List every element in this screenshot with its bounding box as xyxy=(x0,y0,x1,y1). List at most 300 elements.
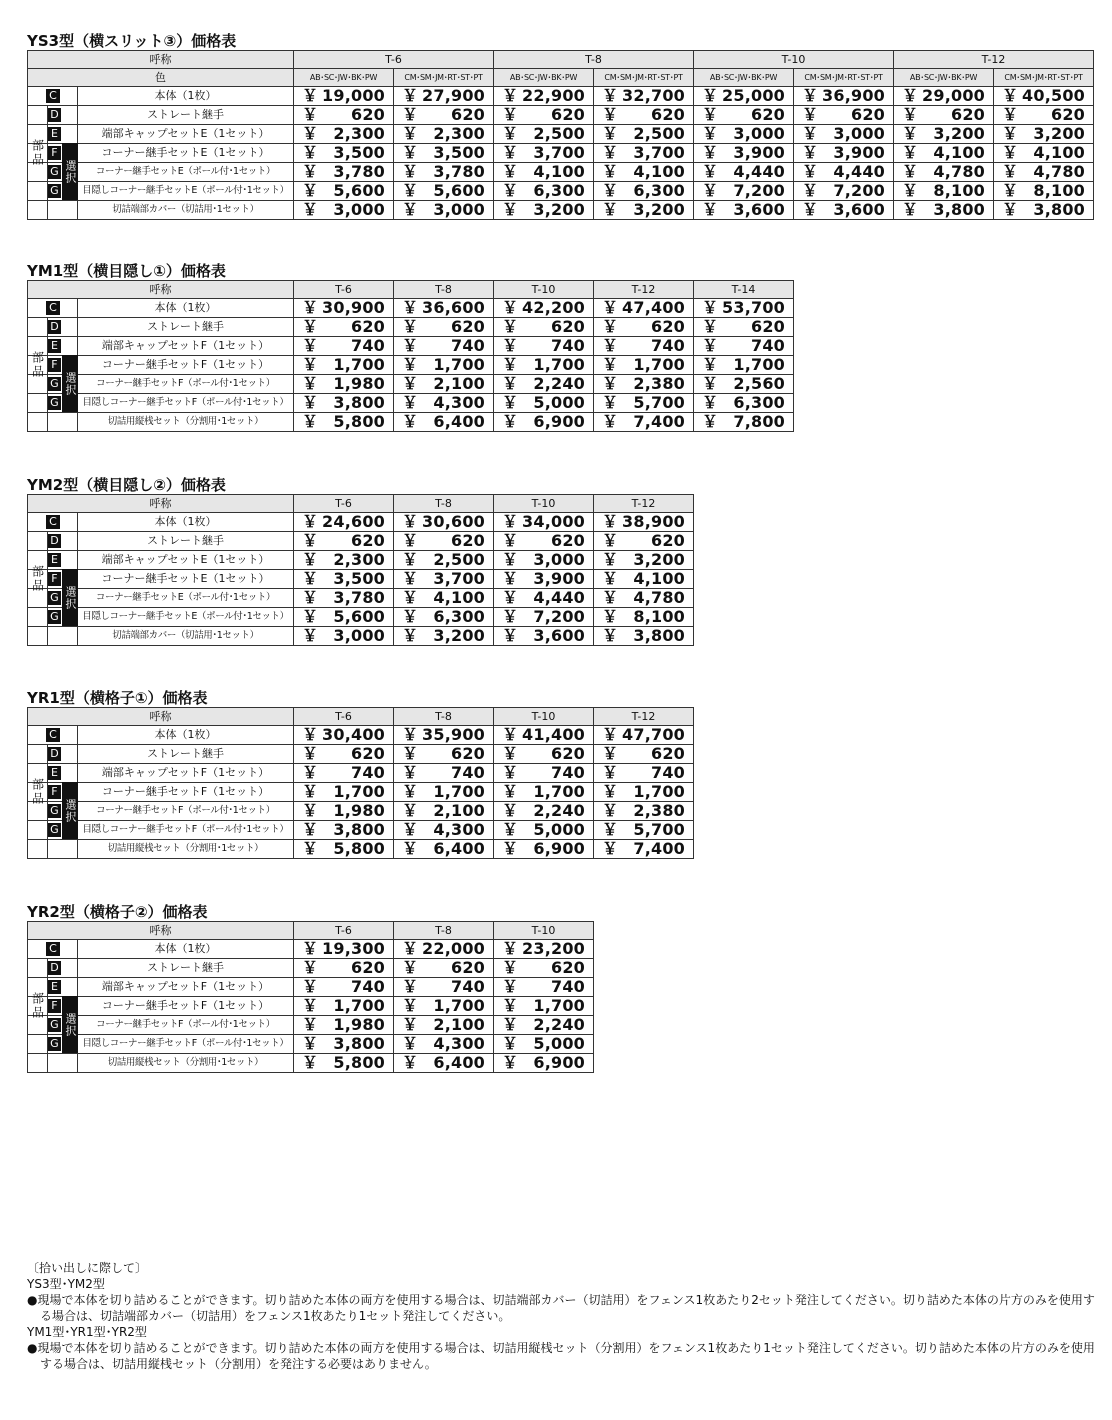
table-row xyxy=(28,783,694,802)
currency-symbol: ￥ xyxy=(1002,181,1019,200)
currency-symbol: ￥ xyxy=(402,393,419,412)
price-value: 620 xyxy=(351,958,385,977)
price-value: 1,700 xyxy=(433,782,485,801)
currency-symbol: ￥ xyxy=(502,298,519,317)
currency-symbol: ￥ xyxy=(302,317,319,336)
table-title: YS3型（横スリット③）価格表 xyxy=(27,32,237,50)
price-value: 3,800 xyxy=(333,820,385,839)
size-header-row xyxy=(28,281,794,299)
size-header: T-8 xyxy=(394,281,494,299)
price-cell xyxy=(394,608,494,627)
price-value: 6,300 xyxy=(433,607,485,626)
price-value: 4,100 xyxy=(433,588,485,607)
size-header-row xyxy=(28,51,1094,69)
part-name: 切詰端部カバー（切詰用･1セット） xyxy=(78,201,294,220)
price-cell xyxy=(394,783,494,802)
currency-symbol: ￥ xyxy=(502,336,519,355)
currency-symbol: ￥ xyxy=(502,86,519,105)
currency-symbol: ￥ xyxy=(402,550,419,569)
code-cell xyxy=(28,940,78,959)
price-value: 620 xyxy=(551,105,585,124)
price-cell xyxy=(594,394,694,413)
header-label: 呼称 xyxy=(28,922,294,940)
price-value: 36,600 xyxy=(422,298,485,317)
code-box: C xyxy=(46,89,60,103)
price-cell xyxy=(494,978,594,997)
price-value: 30,900 xyxy=(322,298,385,317)
price-value: 1,700 xyxy=(633,355,685,374)
currency-symbol: ￥ xyxy=(1002,105,1019,124)
part-name: コーナー継手セットE（1セット） xyxy=(78,144,294,163)
price-value: 2,240 xyxy=(533,1015,585,1034)
code-cell xyxy=(28,513,78,532)
part-name: 本体（1枚） xyxy=(78,299,294,318)
currency-symbol: ￥ xyxy=(502,588,519,607)
table-row xyxy=(28,726,694,745)
price-cell xyxy=(494,87,594,106)
price-value: 620 xyxy=(751,105,785,124)
price-value: 2,240 xyxy=(533,801,585,820)
price-value: 620 xyxy=(651,317,685,336)
price-value: 620 xyxy=(651,744,685,763)
table-row xyxy=(28,87,1094,106)
price-value: 6,300 xyxy=(733,393,785,412)
price-cell xyxy=(694,87,794,106)
currency-symbol: ￥ xyxy=(402,105,419,124)
price-value: 3,600 xyxy=(533,626,585,645)
price-cell xyxy=(794,163,894,182)
select-label-text: 選択 xyxy=(64,585,77,610)
currency-symbol: ￥ xyxy=(802,181,819,200)
side-label-text: 部品 xyxy=(30,564,45,593)
table-title: YM1型（横目隠し①）価格表 xyxy=(27,262,226,280)
price-cell xyxy=(494,144,594,163)
currency-symbol: ￥ xyxy=(302,939,319,958)
part-name: コーナー継手セットF（ポール付･1セット） xyxy=(78,802,294,821)
currency-symbol: ￥ xyxy=(702,412,719,431)
currency-symbol: ￥ xyxy=(902,200,919,219)
price-value: 53,700 xyxy=(722,298,785,317)
currency-symbol: ￥ xyxy=(602,86,619,105)
price-cell xyxy=(294,840,394,859)
price-cell xyxy=(394,940,494,959)
currency-symbol: ￥ xyxy=(502,374,519,393)
price-cell xyxy=(494,356,594,375)
price-value: 5,600 xyxy=(333,181,385,200)
currency-symbol: ￥ xyxy=(302,782,319,801)
currency-symbol: ￥ xyxy=(702,374,719,393)
select-label xyxy=(62,569,78,626)
price-value: 6,900 xyxy=(533,412,585,431)
size-header: T-14 xyxy=(694,281,794,299)
currency-symbol: ￥ xyxy=(402,86,419,105)
currency-symbol: ￥ xyxy=(302,763,319,782)
price-cell xyxy=(294,337,394,356)
currency-symbol: ￥ xyxy=(402,143,419,162)
side-label xyxy=(28,744,48,839)
color-header: AB･SC･JW･BK･PW xyxy=(894,69,994,87)
part-name: 切詰用縦桟セット（分割用･1セット） xyxy=(78,413,294,432)
price-cell xyxy=(494,726,594,745)
currency-symbol: ￥ xyxy=(502,124,519,143)
currency-symbol: ￥ xyxy=(602,763,619,782)
code-box: G xyxy=(47,377,61,391)
table-row xyxy=(28,356,794,375)
price-value: 7,800 xyxy=(733,412,785,431)
currency-symbol: ￥ xyxy=(1002,124,1019,143)
price-cell xyxy=(694,106,794,125)
price-cell xyxy=(894,125,994,144)
currency-symbol: ￥ xyxy=(802,124,819,143)
side-label xyxy=(28,958,48,1053)
currency-symbol: ￥ xyxy=(402,782,419,801)
price-cell xyxy=(894,144,994,163)
price-value: 1,700 xyxy=(433,996,485,1015)
price-value: 22,000 xyxy=(422,939,485,958)
code-cell xyxy=(28,299,78,318)
table-row xyxy=(28,125,1094,144)
price-value: 2,500 xyxy=(533,124,585,143)
price-value: 7,200 xyxy=(833,181,885,200)
currency-symbol: ￥ xyxy=(902,105,919,124)
currency-symbol: ￥ xyxy=(402,820,419,839)
price-cell xyxy=(494,551,594,570)
price-cell xyxy=(694,163,794,182)
price-cell xyxy=(494,394,594,413)
notes-group1-text: ●現場で本体を切り詰めることができます。切り詰めた本体の両方を使用する場合は、切詰端部カバー（切詰用）をフェンス1枚あたり2セット発注してください。切り詰めた本体の片方のみを使用する場合は、切詰端部カバー（切詰用）をフェンス1枚あたり1セット発注してください。 xyxy=(27,1293,1095,1323)
price-value: 3,780 xyxy=(333,162,385,181)
currency-symbol: ￥ xyxy=(902,162,919,181)
price-cell xyxy=(394,1016,494,1035)
price-cell xyxy=(494,745,594,764)
price-value: 2,380 xyxy=(633,374,685,393)
price-value: 3,200 xyxy=(433,626,485,645)
price-value: 620 xyxy=(451,958,485,977)
price-value: 620 xyxy=(551,958,585,977)
currency-symbol: ￥ xyxy=(402,725,419,744)
price-value: 7,400 xyxy=(633,839,685,858)
price-value: 25,000 xyxy=(722,86,785,105)
price-cell xyxy=(694,413,794,432)
price-cell xyxy=(294,163,394,182)
table-row xyxy=(28,764,694,783)
price-cell xyxy=(794,182,894,201)
price-value: 3,700 xyxy=(433,569,485,588)
price-value: 620 xyxy=(451,105,485,124)
table-row xyxy=(28,532,694,551)
size-header: T-6 xyxy=(294,51,494,69)
price-cell xyxy=(294,1016,394,1035)
currency-symbol: ￥ xyxy=(502,958,519,977)
price-cell xyxy=(294,959,394,978)
currency-symbol: ￥ xyxy=(502,162,519,181)
price-cell xyxy=(694,356,794,375)
price-table xyxy=(27,280,794,432)
select-label xyxy=(62,143,78,200)
price-value: 4,100 xyxy=(1033,143,1085,162)
currency-symbol: ￥ xyxy=(402,124,419,143)
part-name: 端部キャップセットF（1セット） xyxy=(78,764,294,783)
price-cell xyxy=(294,375,394,394)
currency-symbol: ￥ xyxy=(402,839,419,858)
price-value: 740 xyxy=(551,336,585,355)
currency-symbol: ￥ xyxy=(602,626,619,645)
price-cell xyxy=(594,163,694,182)
currency-symbol: ￥ xyxy=(402,512,419,531)
currency-symbol: ￥ xyxy=(702,298,719,317)
price-cell xyxy=(594,356,694,375)
currency-symbol: ￥ xyxy=(402,531,419,550)
currency-symbol: ￥ xyxy=(602,355,619,374)
currency-symbol: ￥ xyxy=(902,124,919,143)
select-label-text: 選択 xyxy=(64,159,77,184)
currency-symbol: ￥ xyxy=(302,531,319,550)
currency-symbol: ￥ xyxy=(602,801,619,820)
price-value: 6,400 xyxy=(433,839,485,858)
currency-symbol: ￥ xyxy=(702,143,719,162)
currency-symbol: ￥ xyxy=(602,181,619,200)
code-cell xyxy=(28,201,78,220)
price-cell xyxy=(294,589,394,608)
price-value: 3,900 xyxy=(733,143,785,162)
price-value: 6,900 xyxy=(533,1053,585,1072)
price-cell xyxy=(594,413,694,432)
code-box: G xyxy=(47,610,61,624)
currency-symbol: ￥ xyxy=(502,607,519,626)
price-cell xyxy=(294,726,394,745)
price-cell xyxy=(294,764,394,783)
header-label: 呼称 xyxy=(28,51,294,69)
currency-symbol: ￥ xyxy=(502,412,519,431)
currency-symbol: ￥ xyxy=(302,393,319,412)
size-header: T-8 xyxy=(394,922,494,940)
currency-symbol: ￥ xyxy=(502,939,519,958)
part-name: 本体（1枚） xyxy=(78,87,294,106)
price-cell xyxy=(294,821,394,840)
part-name: 目隠しコーナー継手セットE（ポール付･1セット） xyxy=(78,182,294,201)
currency-symbol: ￥ xyxy=(602,124,619,143)
currency-symbol: ￥ xyxy=(402,200,419,219)
price-value: 740 xyxy=(351,336,385,355)
currency-symbol: ￥ xyxy=(402,958,419,977)
price-cell xyxy=(494,1016,594,1035)
select-label xyxy=(62,996,78,1053)
price-cell xyxy=(794,125,894,144)
price-cell xyxy=(294,802,394,821)
price-cell xyxy=(594,125,694,144)
select-label xyxy=(62,782,78,839)
currency-symbol: ￥ xyxy=(502,1053,519,1072)
side-label-text: 部品 xyxy=(30,991,45,1020)
price-value: 740 xyxy=(551,977,585,996)
price-value: 3,700 xyxy=(633,143,685,162)
currency-symbol: ￥ xyxy=(902,143,919,162)
table-row xyxy=(28,959,594,978)
currency-symbol: ￥ xyxy=(1002,200,1019,219)
currency-symbol: ￥ xyxy=(702,181,719,200)
notes-section xyxy=(27,1260,1102,1372)
currency-symbol: ￥ xyxy=(502,801,519,820)
table-row xyxy=(28,337,794,356)
currency-symbol: ￥ xyxy=(602,512,619,531)
price-value: 4,100 xyxy=(633,569,685,588)
price-value: 5,700 xyxy=(633,393,685,412)
price-value: 1,700 xyxy=(733,355,785,374)
currency-symbol: ￥ xyxy=(802,200,819,219)
currency-symbol: ￥ xyxy=(402,298,419,317)
currency-symbol: ￥ xyxy=(1002,143,1019,162)
price-cell xyxy=(494,318,594,337)
price-value: 3,700 xyxy=(533,143,585,162)
color-header: CM･SM･JM･RT･ST･PT xyxy=(994,69,1094,87)
price-cell xyxy=(494,337,594,356)
price-value: 3,000 xyxy=(333,200,385,219)
currency-symbol: ￥ xyxy=(602,298,619,317)
price-value: 42,200 xyxy=(522,298,585,317)
price-cell xyxy=(294,413,394,432)
price-cell xyxy=(994,182,1094,201)
currency-symbol: ￥ xyxy=(402,1015,419,1034)
price-value: 1,980 xyxy=(333,801,385,820)
price-value: 3,000 xyxy=(333,626,385,645)
size-header-row xyxy=(28,708,694,726)
price-value: 40,500 xyxy=(1022,86,1085,105)
price-value: 8,100 xyxy=(933,181,985,200)
part-name: 端部キャップセットF（1セット） xyxy=(78,337,294,356)
currency-symbol: ￥ xyxy=(502,820,519,839)
price-cell xyxy=(494,532,594,551)
price-cell xyxy=(494,627,594,646)
price-cell xyxy=(494,783,594,802)
price-value: 620 xyxy=(551,317,585,336)
code-box: F xyxy=(47,785,61,799)
price-cell xyxy=(594,608,694,627)
side-label-text: 部品 xyxy=(30,777,45,806)
size-header: T-10 xyxy=(494,495,594,513)
price-value: 6,400 xyxy=(433,412,485,431)
price-cell xyxy=(394,87,494,106)
price-value: 3,900 xyxy=(833,143,885,162)
currency-symbol: ￥ xyxy=(402,1053,419,1072)
price-cell xyxy=(294,570,394,589)
table-row xyxy=(28,745,694,764)
table-row xyxy=(28,144,1094,163)
price-value: 2,500 xyxy=(433,550,485,569)
table-row xyxy=(28,1016,594,1035)
part-name: ストレート継手 xyxy=(78,318,294,337)
price-cell xyxy=(994,144,1094,163)
price-value: 1,700 xyxy=(533,996,585,1015)
price-cell xyxy=(394,144,494,163)
currency-symbol: ￥ xyxy=(502,763,519,782)
currency-symbol: ￥ xyxy=(402,336,419,355)
price-value: 4,300 xyxy=(433,1034,485,1053)
price-value: 620 xyxy=(351,317,385,336)
price-cell xyxy=(394,356,494,375)
code-box: D xyxy=(47,108,61,122)
price-cell xyxy=(594,182,694,201)
price-cell xyxy=(394,551,494,570)
size-header: T-10 xyxy=(494,708,594,726)
price-value: 4,440 xyxy=(833,162,885,181)
currency-symbol: ￥ xyxy=(502,839,519,858)
code-box: C xyxy=(46,515,60,529)
price-value: 4,440 xyxy=(533,588,585,607)
price-value: 3,200 xyxy=(933,124,985,143)
price-value: 29,000 xyxy=(922,86,985,105)
separator xyxy=(47,744,48,858)
price-cell xyxy=(494,840,594,859)
price-cell xyxy=(294,394,394,413)
currency-symbol: ￥ xyxy=(1002,86,1019,105)
currency-symbol: ￥ xyxy=(302,355,319,374)
currency-symbol: ￥ xyxy=(302,820,319,839)
table-title: YM2型（横目隠し②）価格表 xyxy=(27,476,226,494)
price-cell xyxy=(594,821,694,840)
price-cell xyxy=(594,551,694,570)
currency-symbol: ￥ xyxy=(502,355,519,374)
size-header: T-6 xyxy=(294,708,394,726)
header-label: 呼称 xyxy=(28,708,294,726)
price-cell xyxy=(494,764,594,783)
price-value: 2,100 xyxy=(433,1015,485,1034)
price-value: 740 xyxy=(451,336,485,355)
price-cell xyxy=(494,940,594,959)
price-value: 4,100 xyxy=(533,162,585,181)
notes-group2-title: YM1型･YR1型･YR2型 xyxy=(27,1325,147,1339)
price-value: 3,000 xyxy=(833,124,885,143)
price-value: 3,780 xyxy=(433,162,485,181)
price-value: 47,400 xyxy=(622,298,685,317)
price-value: 3,000 xyxy=(533,550,585,569)
currency-symbol: ￥ xyxy=(502,1015,519,1034)
currency-symbol: ￥ xyxy=(502,393,519,412)
price-value: 620 xyxy=(851,105,885,124)
price-value: 2,560 xyxy=(733,374,785,393)
price-cell xyxy=(394,413,494,432)
price-value: 7,200 xyxy=(733,181,785,200)
select-label-text: 選択 xyxy=(64,371,77,396)
price-cell xyxy=(894,163,994,182)
price-value: 620 xyxy=(951,105,985,124)
price-cell xyxy=(294,745,394,764)
currency-symbol: ￥ xyxy=(302,105,319,124)
price-cell xyxy=(294,87,394,106)
price-cell xyxy=(494,163,594,182)
currency-symbol: ￥ xyxy=(602,607,619,626)
price-value: 35,900 xyxy=(422,725,485,744)
code-box: F xyxy=(47,999,61,1013)
currency-symbol: ￥ xyxy=(702,105,719,124)
price-value: 620 xyxy=(551,531,585,550)
currency-symbol: ￥ xyxy=(602,782,619,801)
currency-symbol: ￥ xyxy=(402,607,419,626)
currency-symbol: ￥ xyxy=(602,317,619,336)
currency-symbol: ￥ xyxy=(402,162,419,181)
price-cell xyxy=(594,532,694,551)
table-row xyxy=(28,106,1094,125)
table-row xyxy=(28,318,794,337)
price-cell xyxy=(994,87,1094,106)
part-name: 本体（1枚） xyxy=(78,940,294,959)
price-value: 4,780 xyxy=(933,162,985,181)
price-value: 24,600 xyxy=(322,512,385,531)
price-cell xyxy=(394,106,494,125)
price-value: 7,400 xyxy=(633,412,685,431)
price-cell xyxy=(894,106,994,125)
code-box: F xyxy=(47,358,61,372)
table-row xyxy=(28,551,694,570)
